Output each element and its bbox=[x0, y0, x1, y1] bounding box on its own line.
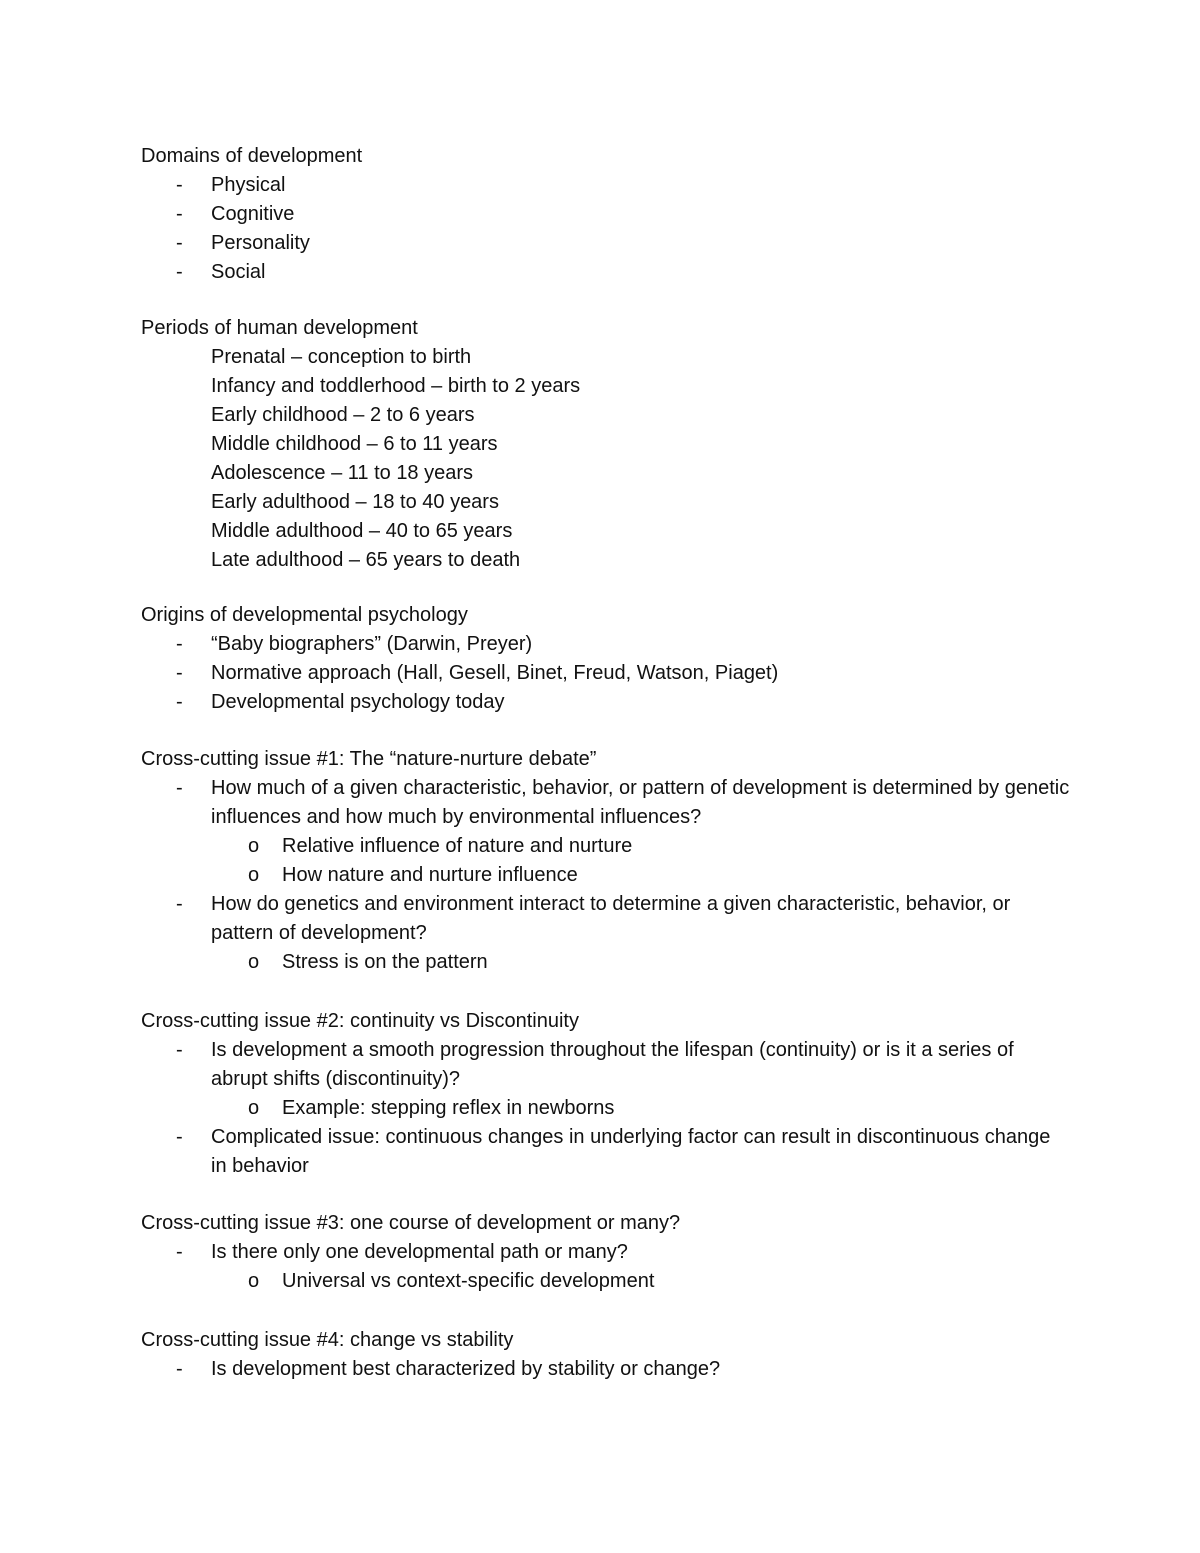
list-item-text: Is there only one developmental path or many? bbox=[211, 1241, 628, 1263]
list-item bbox=[141, 546, 1071, 575]
circle-bullet: o bbox=[248, 864, 260, 886]
sub-list-item-text: Relative influence of nature and nurture bbox=[282, 835, 633, 857]
list-item bbox=[141, 459, 1071, 488]
sub-list-item-text: Universal vs context-specific development bbox=[282, 1270, 655, 1292]
dash-bullet: - bbox=[176, 1241, 183, 1263]
list-item-text: Adolescence – 11 to 18 years bbox=[211, 462, 474, 484]
dash-bullet: - bbox=[176, 893, 183, 915]
section-origins bbox=[141, 601, 1071, 717]
list-item bbox=[141, 517, 1071, 546]
list-item-text: Cognitive bbox=[211, 203, 295, 225]
list-item-text: Prenatal – conception to birth bbox=[211, 346, 472, 368]
list-item bbox=[141, 1238, 1071, 1267]
list-item-text: Late adulthood – 65 years to death bbox=[211, 549, 521, 571]
section-issue-4 bbox=[141, 1326, 1071, 1384]
circle-bullet: o bbox=[248, 1097, 260, 1119]
section-issue-2 bbox=[141, 1007, 1071, 1181]
dash-bullet: - bbox=[176, 174, 183, 196]
list-item-text: Social bbox=[211, 261, 266, 283]
list-item bbox=[141, 488, 1071, 517]
dash-bullet: - bbox=[176, 1358, 183, 1380]
list-item bbox=[141, 401, 1071, 430]
list-item-text: “Baby biographers” (Darwin, Preyer) bbox=[211, 633, 533, 655]
list-item bbox=[141, 1036, 1071, 1094]
list-item-text: Developmental psychology today bbox=[211, 691, 505, 713]
sub-list-item bbox=[141, 948, 1071, 977]
section-heading: Cross-cutting issue #2: continuity vs Discontinuity bbox=[141, 1010, 579, 1032]
section-heading: Cross-cutting issue #3: one course of development or many? bbox=[141, 1212, 681, 1234]
list-item bbox=[141, 1123, 1071, 1181]
dash-bullet: - bbox=[176, 633, 183, 655]
list-item-text: Middle adulthood – 40 to 65 years bbox=[211, 520, 513, 542]
dash-bullet: - bbox=[176, 662, 183, 684]
section-heading: Cross-cutting issue #1: The “nature-nurture debate” bbox=[141, 748, 597, 770]
list-item bbox=[141, 258, 1071, 287]
dash-bullet: - bbox=[176, 232, 183, 254]
list-item bbox=[141, 688, 1071, 717]
list-item-text: Early adulthood – 18 to 40 years bbox=[211, 491, 499, 513]
list-item-text: Infancy and toddlerhood – birth to 2 years bbox=[211, 375, 581, 397]
list-item bbox=[141, 890, 1071, 948]
list-item-text: Complicated issue: continuous changes in underlying factor can result in discontinuous change in behavior bbox=[211, 1126, 1051, 1177]
sub-list-item bbox=[141, 1094, 1071, 1123]
circle-bullet: o bbox=[248, 951, 260, 973]
section-heading: Origins of developmental psychology bbox=[141, 604, 468, 626]
section-heading: Cross-cutting issue #4: change vs stability bbox=[141, 1329, 514, 1351]
list-item bbox=[141, 630, 1071, 659]
list-item-text: Is development best characterized by stability or change? bbox=[211, 1358, 721, 1380]
list-item-text: Is development a smooth progression throughout the lifespan (continuity) or is it a series of abrupt shifts (discontinuity)? bbox=[211, 1039, 1014, 1090]
dash-bullet: - bbox=[176, 203, 183, 225]
section-periods bbox=[141, 314, 1071, 575]
list-item bbox=[141, 1355, 1071, 1384]
sub-list-item bbox=[141, 1267, 1071, 1296]
list-item-text: How do genetics and environment interact to determine a given characteristic, behavior, or pattern of development? bbox=[211, 893, 1011, 944]
list-item-text: Physical bbox=[211, 174, 286, 196]
list-item-text: Middle childhood – 6 to 11 years bbox=[211, 433, 498, 455]
section-issue-3 bbox=[141, 1209, 1071, 1296]
dash-bullet: - bbox=[176, 691, 183, 713]
list-item bbox=[141, 372, 1071, 401]
circle-bullet: o bbox=[248, 1270, 260, 1292]
list-item bbox=[141, 343, 1071, 372]
sub-list-item bbox=[141, 832, 1071, 861]
circle-bullet: o bbox=[248, 835, 260, 857]
section-heading: Domains of development bbox=[141, 145, 363, 167]
list-item bbox=[141, 659, 1071, 688]
sub-list-item-text: Stress is on the pattern bbox=[282, 951, 488, 973]
dash-bullet: - bbox=[176, 777, 183, 799]
list-item bbox=[141, 774, 1071, 832]
dash-bullet: - bbox=[176, 1039, 183, 1061]
list-item bbox=[141, 171, 1071, 200]
list-item-text: Personality bbox=[211, 232, 310, 254]
list-item bbox=[141, 430, 1071, 459]
section-heading: Periods of human development bbox=[141, 317, 418, 339]
sub-list-item bbox=[141, 861, 1071, 890]
section-issue-1 bbox=[141, 745, 1071, 977]
list-item bbox=[141, 200, 1071, 229]
list-item bbox=[141, 229, 1071, 258]
dash-bullet: - bbox=[176, 1126, 183, 1148]
list-item-text: Early childhood – 2 to 6 years bbox=[211, 404, 475, 426]
section-domains bbox=[141, 142, 1071, 287]
sub-list-item-text: How nature and nurture influence bbox=[282, 864, 578, 886]
sub-list-item-text: Example: stepping reflex in newborns bbox=[282, 1097, 615, 1119]
list-item-text: Normative approach (Hall, Gesell, Binet, Freud, Watson, Piaget) bbox=[211, 662, 779, 684]
dash-bullet: - bbox=[176, 261, 183, 283]
list-item-text: How much of a given characteristic, behavior, or pattern of development is determined by genetic influences and how much by environmental influences? bbox=[211, 777, 1070, 828]
